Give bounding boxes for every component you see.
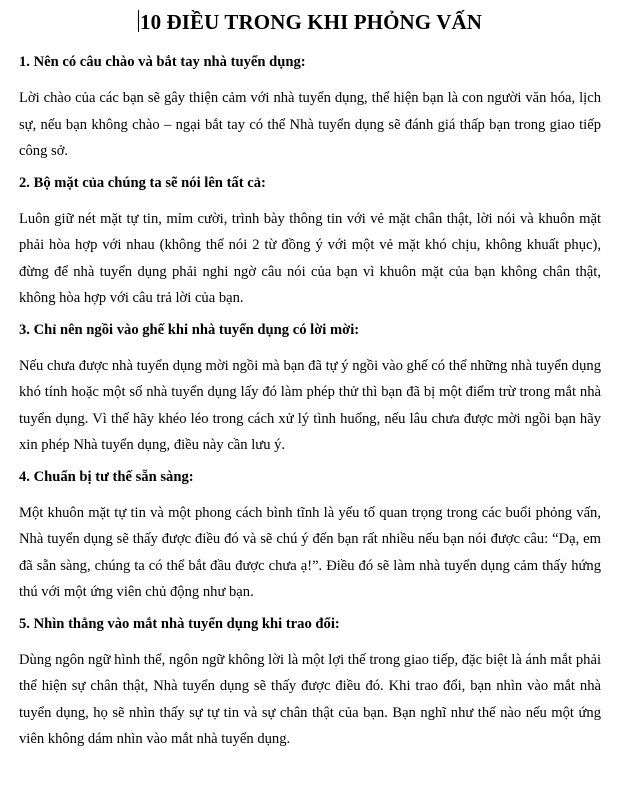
section-heading[interactable]: 1. Nên có câu chào và bắt tay nhà tuyển dụng: [19, 54, 306, 70]
section-1 [19, 53, 601, 165]
section-5 [19, 615, 601, 753]
section-paragraph[interactable]: Nếu chưa được nhà tuyển dụng mời ngồi mà bạn đã tự ý ngồi vào ghế có thể những nhà tuyển dụng khó tính hoặc một số nhà tuyển dụng lấy đó làm phép thử thì bạn đã bị một điểm trừ trong mắt nhà tuyển dụng. Vì thế hãy khéo léo trong cách xử lý tình huống, nếu lâu chưa được mời ngồi bạn hãy xin phép Nhà tuyển dụng, điều này cần lưu ý. [19, 357, 601, 453]
section-4 [19, 468, 601, 606]
section-3 [19, 321, 601, 459]
section-heading[interactable]: 4. Chuẩn bị tư thế sẵn sàng: [19, 468, 194, 485]
section-paragraph[interactable]: Luôn giữ nét mặt tự tin, mỉm cười, trình bày thông tin với vẻ mặt chân thật, lời nói và khuôn mặt phải hòa hợp với nhau (không thể nói 2 từ đồng ý với một vẻ mặt khó chịu, không khuất phục), đừng để nhà tuyển dụng phải nghi ngờ câu nói của bạn vì khuôn mặt của bạn không chân thật, không hòa hợp với câu trả lời của bạn. [19, 210, 601, 306]
section-paragraph[interactable]: Dùng ngôn ngữ hình thể, ngôn ngữ không lời là một lợi thế trong giao tiếp, đặc biệt là ánh mắt phải thể hiện sự chân thật, Nhà tuyển dụng sẽ thấy được điều đó. Khi trao đổi, bạn nhìn vào mắt nhà tuyển dụng, họ sẽ nhìn thấy sự tự tin và sự chân thật của bạn. Bạn nghĩ như thế nào nếu một ứng viên không dám nhìn vào mắt nhà tuyển dụng. [19, 651, 601, 747]
section-paragraph[interactable]: Một khuôn mặt tự tin và một phong cách bình tĩnh là yếu tố quan trọng trong các buổi phỏng vấn, Nhà tuyển dụng sẽ thấy được điều đó và sẽ chú ý đến bạn rất nhiều nếu bạn nói được câu: “Dạ, em đã sẵn sàng, chúng ta có thể bắt đầu được chưa ạ!”. Điều đó sẽ làm nhà tuyển dụng cảm thấy hứng thú với một ứng viên chủ động như bạn. [19, 504, 601, 600]
section-paragraph[interactable]: Lời chào của các bạn sẽ gây thiện cảm với nhà tuyển dụng, thể hiện bạn là con người văn hóa, lịch sự, nếu bạn không chào – ngại bắt tay có thể Nhà tuyển dụng sẽ đánh giá thấp bạn trong giao tiếp công sở. [19, 90, 601, 159]
text-cursor [138, 10, 139, 32]
document-title[interactable]: 10 ĐIỀU TRONG KHI PHỎNG VẤN [139, 10, 483, 34]
section-heading[interactable]: 5. Nhìn thẳng vào mắt nhà tuyển dụng khi trao đổi: [19, 615, 340, 632]
section-heading[interactable]: 2. Bộ mặt của chúng ta sẽ nói lên tất cả: [19, 174, 266, 191]
document-title-line [19, 8, 601, 36]
section-2 [19, 174, 601, 312]
section-heading[interactable]: 3. Chỉ nên ngồi vào ghế khi nhà tuyển dụng có lời mời: [19, 321, 360, 338]
